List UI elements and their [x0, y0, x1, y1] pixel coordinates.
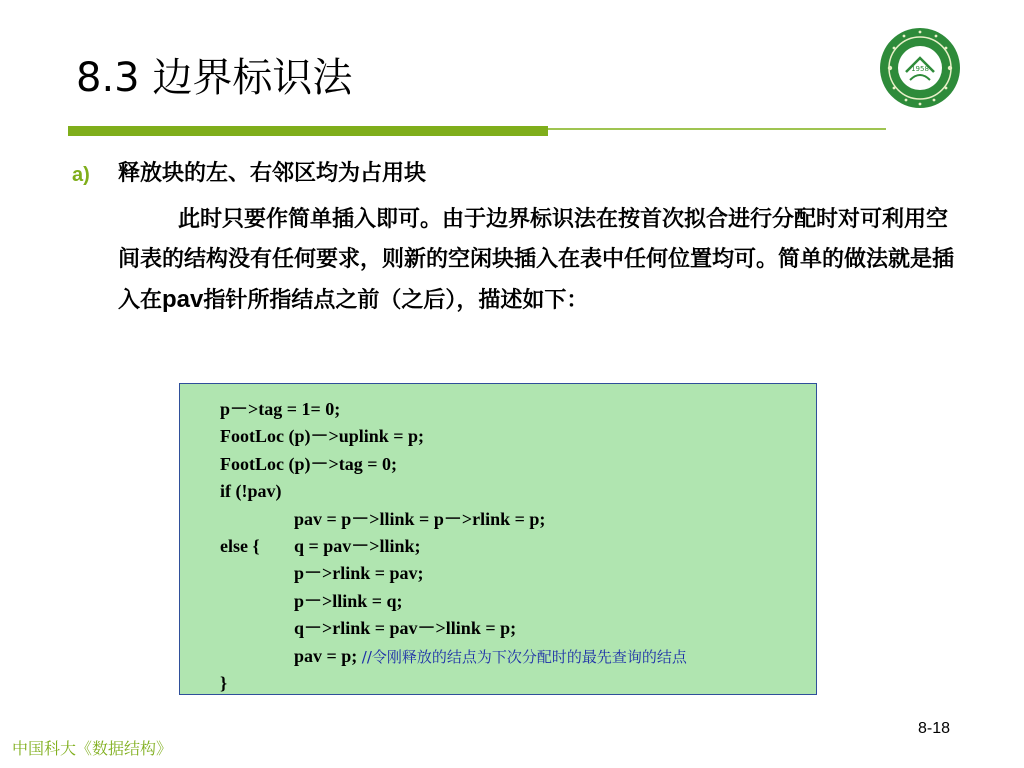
- page-number: 8-18: [918, 720, 951, 737]
- code-line: p－>rlink = pav;: [294, 563, 424, 584]
- code-line: p－>llink = q;: [294, 590, 403, 611]
- university-seal-icon: [876, 24, 964, 112]
- code-line: FootLoc (p)－>tag = 0;: [220, 453, 397, 474]
- slide-title: 8.3 边界标识法: [76, 55, 353, 101]
- code-line: if (!pav): [220, 481, 282, 502]
- code-line: else { q = pav－>llink;: [220, 535, 421, 556]
- code-line: FootLoc (p)－>uplink = p;: [220, 426, 425, 447]
- code-comment: //令刚释放的结点为下次分配时的最先查询的结点: [361, 647, 687, 666]
- description-paragraph: [118, 200, 958, 321]
- code-line: p－>tag = 1= 0;: [220, 399, 341, 419]
- title-underline-line: [548, 128, 886, 130]
- code-line: q－>rlink = pav－>llink = p;: [294, 618, 517, 639]
- seal-year: 1958: [911, 65, 929, 73]
- code-line: pav = p; //令刚释放的结点为下次分配时的最先查询的结点: [294, 645, 687, 666]
- code-line: pav = p－>llink = p－>rlink = p;: [294, 508, 546, 529]
- paragraph-text-1: 此时只要作简单插入即可。由于边界标识法在按首次拟合进行分配时对可利用空间表的结构没有任何要求，则新的空闲块插入在表中任何位置均可。简单的做法就是插入在: [118, 207, 955, 313]
- paragraph-term-pav: pav: [162, 286, 204, 313]
- title-underline-bar: [68, 126, 548, 136]
- footer-course-title: 中国科大《数据结构》: [12, 739, 173, 758]
- bullet-heading: 释放块的左、右邻区均为占用块: [118, 161, 427, 186]
- bullet-marker: a): [72, 164, 90, 186]
- code-line: }: [220, 672, 228, 693]
- paragraph-text-2: 指针所指结点之前（之后），描述如下：: [203, 288, 589, 313]
- code-block: [179, 383, 817, 695]
